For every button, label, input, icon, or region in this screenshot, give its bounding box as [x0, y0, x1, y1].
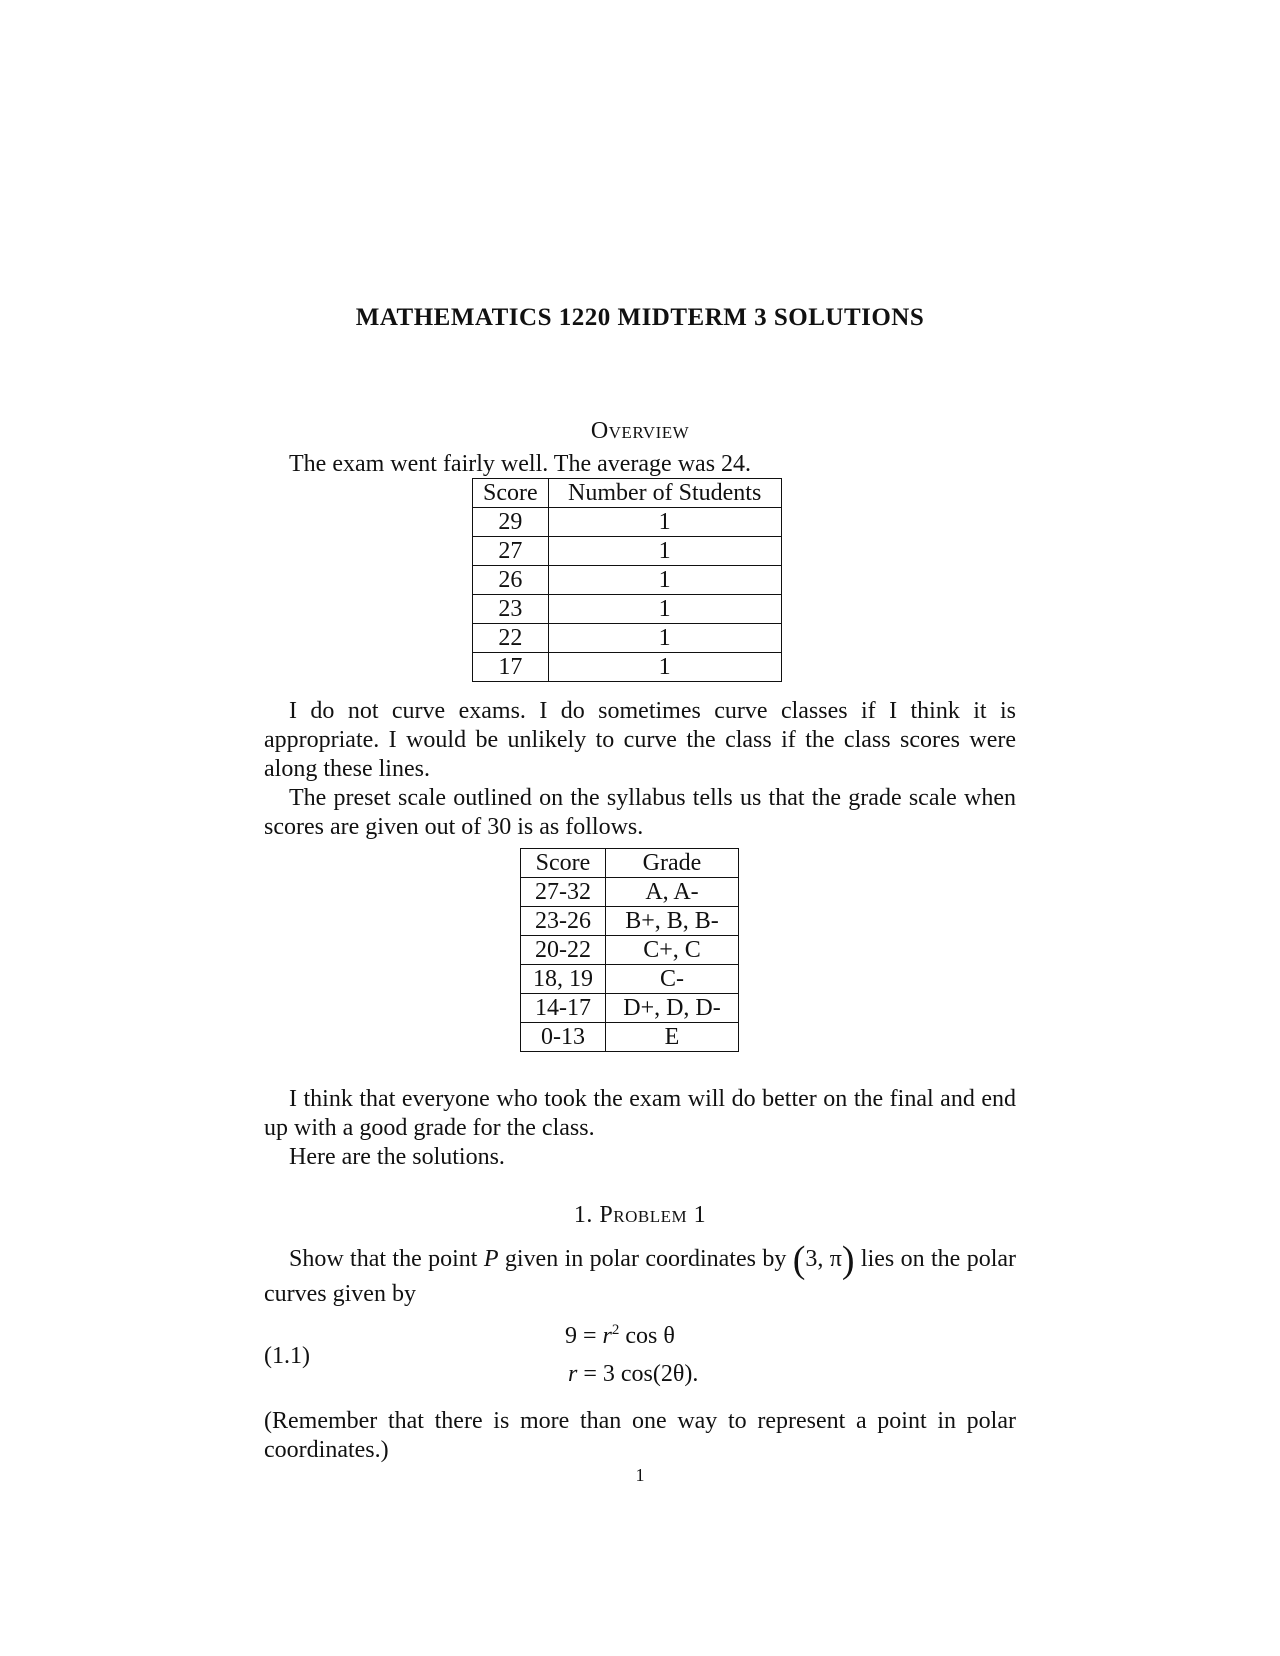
count-cell: 1 — [548, 537, 781, 566]
grade-cell: A, A- — [606, 878, 739, 907]
equation-label: (1.1) — [264, 1343, 310, 1369]
count-cell: 1 — [548, 653, 781, 682]
grade-cell: C- — [606, 965, 739, 994]
grade-cell: E — [606, 1023, 739, 1052]
table-row — [473, 566, 782, 595]
score-range-cell: 0-13 — [521, 1023, 606, 1052]
grade-table-header-grade: Grade — [606, 849, 739, 878]
score-cell: 26 — [473, 566, 549, 595]
problem1-heading: 1. Problem 1 — [573, 1202, 707, 1228]
equation-1-rhs: cos θ — [619, 1323, 675, 1349]
overview-intro: The exam went fairly well. The average was 24. — [289, 451, 752, 477]
score-cell: 27 — [473, 537, 549, 566]
grade-cell: C+, C — [606, 936, 739, 965]
document-title: MATHEMATICS 1220 MIDTERM 3 SOLUTIONS — [355, 304, 925, 331]
problem1-note: (Remember that there is more than one way to represent a point in polar coordinates.) — [264, 1408, 1016, 1463]
table-row — [521, 878, 739, 907]
score-cell: 29 — [473, 508, 549, 537]
table-row — [521, 1023, 739, 1052]
table-row — [521, 965, 739, 994]
grade-table — [520, 848, 739, 1052]
count-cell: 1 — [548, 508, 781, 537]
point-coordinates: 3, π — [805, 1246, 842, 1272]
grade-table-header — [521, 849, 739, 878]
table-row — [473, 653, 782, 682]
overview-heading: Overview — [590, 418, 690, 444]
table-row — [473, 595, 782, 624]
table-row — [521, 907, 739, 936]
equation-1 — [565, 1322, 675, 1350]
final-paragraph: I think that everyone who took the exam will do better on the final and end up with a good grade for the class. — [264, 1086, 1016, 1141]
count-cell: 1 — [548, 595, 781, 624]
equation-1-lhs: 9 = — [565, 1323, 603, 1349]
score-cell: 22 — [473, 624, 549, 653]
problem1-statement — [264, 1239, 1017, 1311]
grade-cell: D+, D, D- — [606, 994, 739, 1023]
score-table — [472, 478, 782, 682]
table-row — [473, 508, 782, 537]
problem1-statement-post: lies on the polar curves given by — [264, 1246, 1017, 1307]
table-row — [473, 624, 782, 653]
score-range-cell: 20-22 — [521, 936, 606, 965]
problem1-statement-pre: Show that the point — [289, 1246, 484, 1272]
score-cell: 17 — [473, 653, 549, 682]
right-paren: ) — [841, 1239, 855, 1281]
scale-paragraph: The preset scale outlined on the syllabus tells us that the grade scale when scores are given out of 30 is as follows. — [264, 785, 1016, 840]
score-cell: 23 — [473, 595, 549, 624]
point-variable: P — [483, 1246, 499, 1272]
table-row — [473, 537, 782, 566]
score-table-header-count: Number of Students — [548, 479, 781, 508]
grade-cell: B+, B, B- — [606, 907, 739, 936]
curve-paragraph: I do not curve exams. I do sometimes curve classes if I think it is appropriate. I would be unlikely to curve the class if the class scores were along these lines. — [264, 698, 1016, 782]
equation-2 — [568, 1361, 698, 1388]
score-range-cell: 18, 19 — [521, 965, 606, 994]
count-cell: 1 — [548, 566, 781, 595]
score-range-cell: 23-26 — [521, 907, 606, 936]
score-table-header-score: Score — [473, 479, 549, 508]
score-table-header — [473, 479, 782, 508]
equation-1-var: r — [602, 1323, 612, 1349]
score-range-cell: 14-17 — [521, 994, 606, 1023]
solutions-paragraph: Here are the solutions. — [289, 1144, 505, 1170]
equation-1-exponent: 2 — [611, 1322, 620, 1338]
left-paren: ( — [792, 1239, 806, 1281]
score-range-cell: 27-32 — [521, 878, 606, 907]
problem1-statement-mid: given in polar coordinates by — [498, 1246, 793, 1272]
page-number: 1 — [635, 1465, 645, 1485]
equation-2-var: r — [568, 1361, 578, 1387]
table-row — [521, 994, 739, 1023]
count-cell: 1 — [548, 624, 781, 653]
grade-table-header-score: Score — [521, 849, 606, 878]
table-row — [521, 936, 739, 965]
equation-2-rhs: = 3 cos(2θ). — [577, 1361, 699, 1387]
